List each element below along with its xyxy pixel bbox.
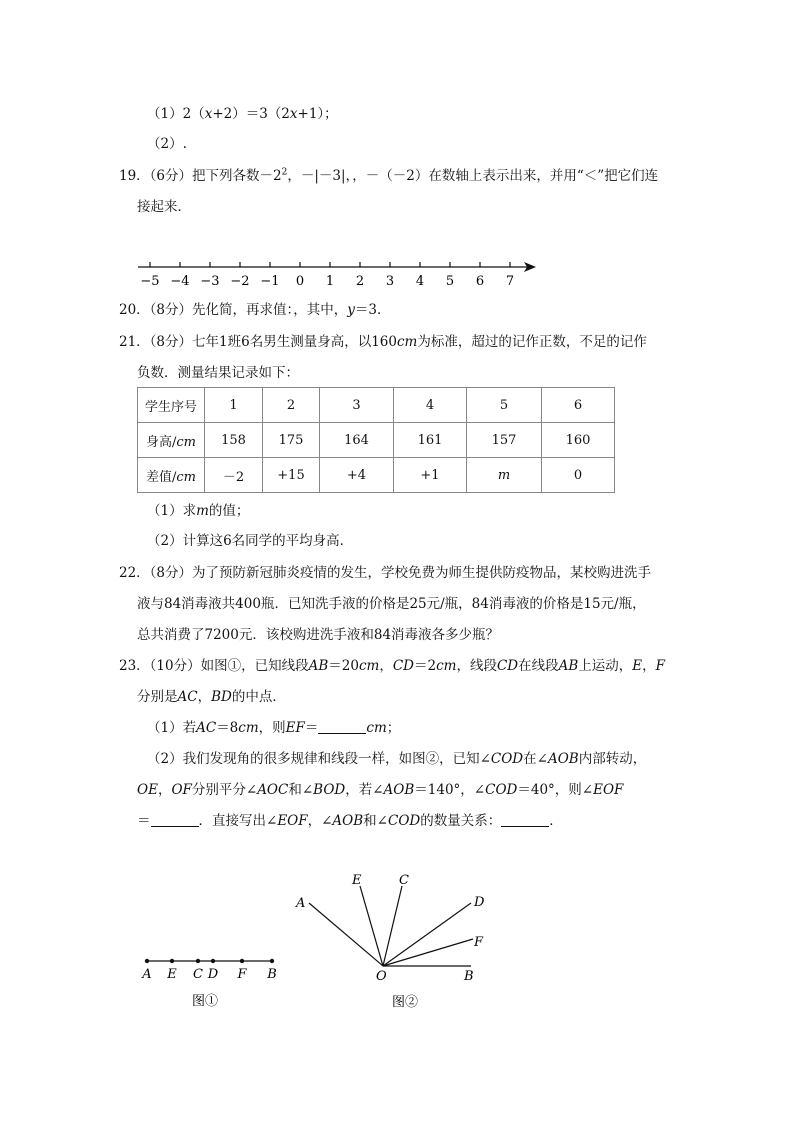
axis-tick-label: −4 xyxy=(170,274,190,289)
axis-tick-label: 1 xyxy=(325,274,335,289)
table-cell: －2 xyxy=(205,458,263,493)
figure-2-caption: 图② xyxy=(391,995,419,1010)
axis-tick-label: 5 xyxy=(445,274,455,289)
q18-part1: （1）2（x+2）＝3（2x+1）； xyxy=(147,106,338,122)
label-D: D xyxy=(207,967,219,982)
axis-tick-label: 3 xyxy=(385,274,395,289)
label-A: A xyxy=(142,967,152,982)
axis-tick-label: 7 xyxy=(505,274,515,289)
axis-tick-label: 0 xyxy=(295,274,305,289)
point-D xyxy=(211,959,215,963)
ray-OF xyxy=(383,939,473,966)
q22-line2: 液与84消毒液共400瓶．已知洗手液的价格是25元/瓶，84消毒液的价格是15元/瓶， xyxy=(137,596,646,612)
number-line xyxy=(130,252,550,292)
table-cell: 164 xyxy=(320,423,394,458)
axis-tick-label: −2 xyxy=(230,274,250,289)
table-cell: 2 xyxy=(263,388,320,423)
table-cell: m xyxy=(467,458,542,493)
table-cell: 157 xyxy=(467,423,542,458)
point-C xyxy=(196,959,200,963)
point-F xyxy=(240,959,244,963)
table-cell: 0 xyxy=(542,458,615,493)
axis-tick-label: −5 xyxy=(140,274,160,289)
axis-tick-label: −1 xyxy=(260,274,280,289)
table-cell: 1 xyxy=(205,388,263,423)
axis-tick-label: 2 xyxy=(355,274,365,289)
table-row xyxy=(138,423,615,458)
axis-tick-label: 4 xyxy=(415,274,425,289)
table-row xyxy=(138,458,615,493)
label-O: O xyxy=(376,969,387,984)
answer-blank xyxy=(318,719,366,734)
ray-OE xyxy=(360,886,383,966)
q23-line2: 分别是AC，BD的中点． xyxy=(137,689,286,705)
table-cell: 160 xyxy=(542,423,615,458)
figure-1-caption: 图① xyxy=(191,994,219,1009)
table-cell: 3 xyxy=(320,388,394,423)
q20-text: 20．（8分）先化简，再求值：，其中，y＝3． xyxy=(119,302,391,318)
label-F: F xyxy=(237,967,247,982)
height-table xyxy=(137,387,615,493)
label-D: D xyxy=(474,895,485,910)
table-cell: +4 xyxy=(320,458,394,493)
table-cell: 6 xyxy=(542,388,615,423)
table-cell: 175 xyxy=(263,423,320,458)
point-B xyxy=(270,959,274,963)
q23-part2-line2: OE，OF分别平分∠AOC和∠BOD，若∠AOB＝140°，∠COD＝40°，则∠EOF xyxy=(137,782,624,798)
label-E: E xyxy=(167,967,177,982)
header-cell: 身高/cm xyxy=(138,423,205,458)
answer-blank xyxy=(501,812,549,827)
q23-part1: （1）若AC＝8cm，则EF＝ cm； xyxy=(147,720,401,736)
q19-line1: 19．（6分）把下列各数$-2^2$，－|－3|，，－（－2）在数轴上表示出来，并用“＜”把它们连 xyxy=(119,167,659,184)
axis-tick-label: 6 xyxy=(475,274,485,289)
axis-tick-label: −3 xyxy=(200,274,220,289)
q21-part1: （1）求m的值； xyxy=(147,503,250,519)
figure-2-angles xyxy=(285,865,505,1015)
point-E xyxy=(170,959,174,963)
q22-line3: 总共消费了7200元．该校购进洗手液和84消毒液各多少瓶？ xyxy=(137,627,500,643)
header-cell: 差值/cm xyxy=(138,458,205,493)
q21-line1: 21．（8分）七年1班6名男生测量身高，以160cm为标准，超过的记作正数，不足的记作 xyxy=(119,334,647,350)
table-cell: 4 xyxy=(394,388,467,423)
q23-line1: 23．（10分）如图①，已知线段AB＝20cm，CD＝2cm，线段CD在线段AB上运动，E，F xyxy=(119,658,666,674)
header-cell: 学生序号 xyxy=(138,388,205,423)
label-E: E xyxy=(352,873,362,888)
answer-blank xyxy=(151,812,199,827)
table-cell: +15 xyxy=(263,458,320,493)
q22-line1: 22．（8分）为了预防新冠肺炎疫情的发生，学校免费为师生提供防疫物品，某校购进洗手 xyxy=(119,565,652,581)
label-C: C xyxy=(193,967,203,982)
point-A xyxy=(145,959,149,963)
ray-OA xyxy=(309,903,383,966)
table-cell: 161 xyxy=(394,423,467,458)
q23-part2-line3: ＝ ．直接写出∠EOF，∠AOB和∠COD的数量关系： ． xyxy=(137,813,563,829)
label-C: C xyxy=(399,873,409,888)
table-cell: 5 xyxy=(467,388,542,423)
q23-part2-line1: （2）我们发现角的很多规律和线段一样，如图②，已知∠COD在∠AOB内部转动， xyxy=(147,751,647,767)
label-A: A xyxy=(296,896,306,911)
q19-line2: 接起来． xyxy=(137,199,191,215)
q21-line2: 负数．测量结果记录如下： xyxy=(137,365,299,381)
table-cell: 158 xyxy=(205,423,263,458)
figure-1-segment xyxy=(135,950,285,1020)
table-cell: +1 xyxy=(394,458,467,493)
label-B: B xyxy=(267,967,277,982)
q21-part2: （2）计算这6名同学的平均身高． xyxy=(147,533,354,549)
label-B: B xyxy=(464,969,474,984)
label-F: F xyxy=(474,935,484,950)
table-row xyxy=(138,388,615,423)
q18-part2: （2）. xyxy=(147,136,187,152)
